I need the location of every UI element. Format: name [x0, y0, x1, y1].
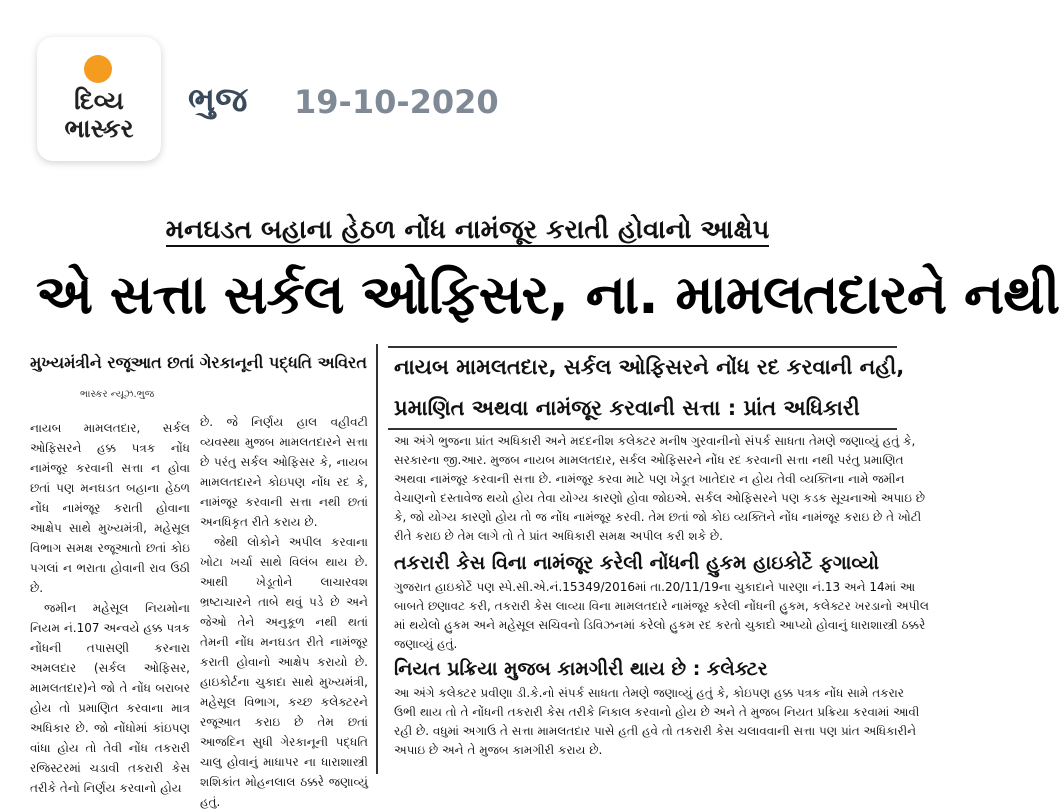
article-column-2: [200, 412, 368, 809]
text-line: ગુજરાત હાઇકોર્ટે પણ સ્પે.સી.એ.નં.15349/2016માં તા.20/11/19ના ચુકાદાને પારણા નં.13 અને 14માં આ: [394, 580, 916, 594]
byline: ભાસ્કર ન્યૂઝ.ભુજ: [80, 389, 155, 400]
main-headline: એ સત્તા સર્કલ ઓફિસર, ના. મામલતદારને નથી: [36, 263, 1059, 326]
text-line: વેચાણનો દસ્તાવેજ થયો હોય તેવા યોગ્ય કારણો હોવા જોઇએ. સર્કલ ઓફિસરને પણ કડક સૂચનાઓ અપાઇ છે: [394, 491, 926, 505]
right-text-block-1: [394, 432, 926, 548]
text-line: ઉભી થાય તો તે નોંધની તકરારી કેસ તરીકે નિકાલ કરવાનો હોય છે અને તે મુજબ નિયત પ્રક્રિયા કરવામાં આવી: [394, 705, 920, 719]
logo-text-line1: દિવ્ય: [74, 86, 124, 115]
divya-bhaskar-logo: [37, 37, 161, 161]
edition-date: 19-10-2020: [294, 83, 499, 121]
sun-icon: [84, 55, 112, 83]
right-subheading-1: તકરારી કેસ વિના નામંજૂર કરેલી નોંધની હુકમ હાઇકોર્ટે ફગાવ્યો: [394, 552, 879, 574]
right-heading-2: પ્રમાણિત અથવા નામંજૂર કરવાની સત્તા : પ્રાંત અધિકારી: [394, 396, 860, 420]
text-line: સરકારના જી.આર. મુજબ નાયબ મામલતદાર, સર્કલ ઓફિસરને નોંધ રદ કરવાની સત્તા નથી પરંતુ પ્રમાણિત: [394, 453, 904, 467]
text-line: રહી છે. વધુમાં અગાઉ તે સત્તા મામલતદાર પાસે હતી હવે તો તકરારી કેસ ચલાવવાની સત્તા પણ પ્રાંત અધિકારીને: [394, 724, 917, 738]
text-line: જણાવ્યું હતું.: [394, 637, 458, 651]
box-top-rule: [388, 346, 897, 348]
paragraph: જેથી લોકોને અપીલ કરવાના ખોટા ખર્ચા સાથે વિલંબ થાય છે. આથી ખેડૂતોને લાચારવશ ભ્રષ્ટાચારને તાબે થવું પડે છે અને જેઓ તેને અનુકૂળ નથી થતાં તેમની નોંધ મનઘડત રીતે નામંજૂર કરાતી હોવાનો આક્ષેપ કરાયો છે. હાઇકોર્ટના ચુકાદા સાથે મુખ્યમંત્રી, મહેસૂલ વિભાગ, કચ્છ કલેક્ટરને રજૂઆત કરાઇ છે તેમ છતાં આજદિન સુધી ગેરકાનૂની પદ્ધતિ ચાલુ હોવાનું માધાપર ના ધારાશાસ્ત્રી શશિકાંત મોહનલાલ ઠક્કરે જણાવ્યું હતું.: [200, 535, 368, 809]
kicker-text: મનઘડત બહાના હેઠળ નોંધ નામંજૂર કરાતી હોવાનો આક્ષેપ: [165, 215, 770, 245]
right-subheading-2: નિયત પ્રક્રિયા મુજબ કામગીરી થાય છે : કલેક્ટર: [394, 658, 768, 680]
text-line: બાબતે છણાવટ કરી, તકરારી કેસ લાવ્યા વિના મામલતદારે નામંજૂર કરેલી નોંધની હુકમ, કલેક્ટર ખરડાનો અપીલ: [394, 599, 929, 613]
paragraph: નાયબ મામલતદાર, સર્કલ ઓફિસરને હક્ક પત્રક નોંધ નામંજૂર કરવાની સત્તા ન હોવા છતાં પણ મનઘડત બહાના હેઠળ નોંધ નામંજૂર કરાતી હોવાના આક્ષેપ સાથે મુખ્યમંત્રી, મહેસૂલ વિભાગ સમક્ષ રજૂઆતો છતાં કોઇ પગલાં ન ભરાતા હોવાની રાવ ઉઠી છે.: [30, 421, 190, 595]
text-line: રીતે કરાઇ છે તેમ લાગે તો તે પ્રાંત અધિકારી સમક્ષ અપીલ કરી શકે છે.: [394, 529, 723, 543]
kicker-heading: [0, 210, 935, 250]
paragraph: જમીન મહેસૂલ નિયમોના નિયમ નં.107 અન્વયે હક્ક પત્રક નોંધની તપાસણી કરનારા અમલદાર (સર્કલ ઓફિસર, મામલતદાર)ને જો તે નોંધ બરાબર હોય તો પ્રમાણિત કરવાના માત્ર અધિકાર છે. જો નોંધોમાં કાંઇપણ વાંધા હોય તો તેવી નોંધ તકરારી રજિસ્ટરમાં ચડાવી તકરારી કેસ તરીકે તેનો નિર્ણય કરવાનો હોય: [30, 601, 190, 795]
text-line: આ અંગે કલેક્ટર પ્રવીણા ડી.કે.નો સંપર્ક સાધતા તેમણે જણાવ્યું હતું કે, કોઇપણ હક્ક પત્રક નોંધ સામે તકરાર: [394, 686, 904, 700]
right-text-block-3: [394, 684, 920, 774]
box-rule: [388, 428, 897, 430]
text-line: માં થયેલો હુકમ અને મહેસૂલ સચિવનો ડિવિઝનમાં કરેલો હુકમ રદ કરતો ચુકાદો આપ્યો હોવાનું ધારાશાસ્ત્રી ઠક્કરે: [394, 618, 926, 632]
text-line: આ અંગે ભુજના પ્રાંત અધિકારી અને મદદનીશ કલેક્ટર મનીષ ગુરવાનીનો સંપર્ક સાધતા તેમણે જણાવ્યું હતું કે,: [394, 434, 916, 448]
paragraph: છે. જે નિર્ણય હાલ વહીવટી વ્યવસ્થા મુજબ મામલતદારને સત્તા છે પરંતુ સર્કલ ઓફિસર કે, નાયબ મામલતદારને કોઇપણ નોંધ રદ કે, નામંજૂર કરવાની સત્તા નથી છતાં અનધિકૃત રીતે કરાય છે.: [200, 415, 368, 529]
right-heading-1: નાયબ મામલતદાર, સર્કલ ઓફિસરને નોંધ રદ કરવાની નહી,: [394, 355, 905, 379]
right-text-block-2: [394, 578, 929, 654]
text-line: કે, જો યોગ્ય કારણો હોય તો જ નોંધ નામંજૂર કરવી. તેમ છતાં જો કોઇ વ્યક્તિને નોંધ નામંજૂર કરાઇ છે તે ખોટી: [394, 510, 922, 524]
left-subheading: મુખ્યમંત્રીને રજૂઆત છતાં ગેરકાનૂની પદ્ધતિ અવિરત: [30, 353, 367, 372]
column-divider: [376, 344, 378, 774]
article-column-1: [30, 418, 190, 795]
text-line: અથવા નામંજૂર કરવાની સત્તા છે. નામંજૂર કરવા માટે પણ ખેડૂત ખાતેદાર ન હોય તેવી વ્યક્તિના નામે જમીન: [394, 472, 905, 486]
text-line: અપાઇ છે અને તે મુજબ કામગીરી કરાય છે.: [394, 743, 603, 757]
logo-text-line2: ભાસ્કર: [64, 114, 134, 143]
edition-city: ભુજ: [188, 80, 248, 120]
